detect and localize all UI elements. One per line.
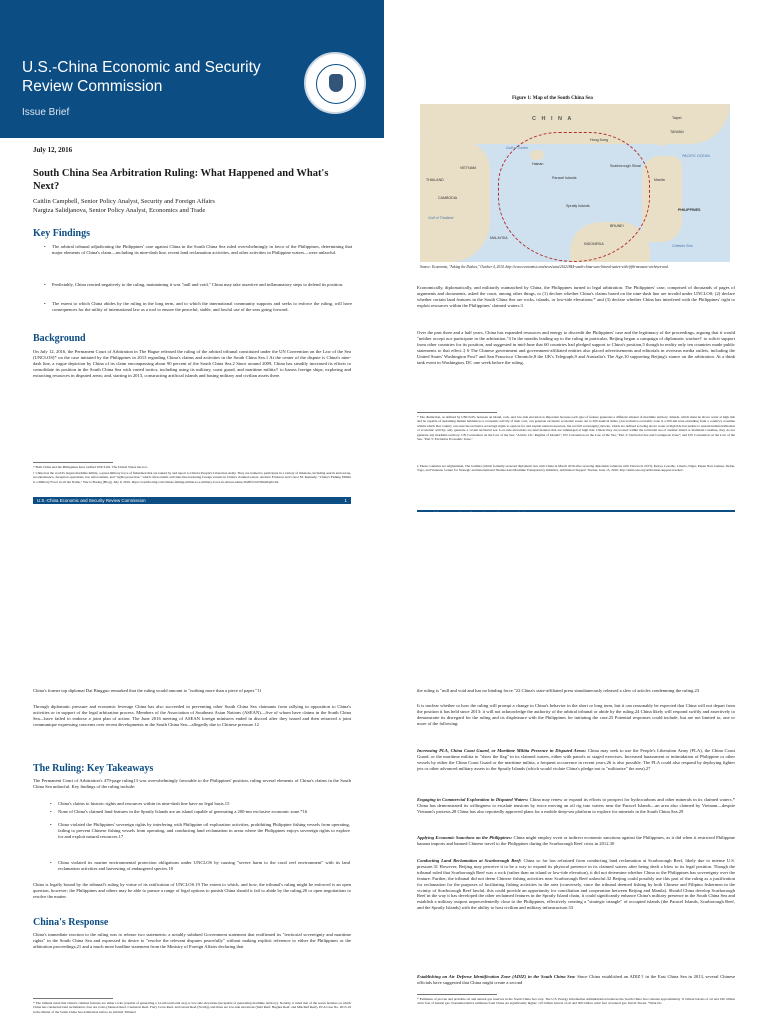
finding-item: • The extent to which China abides by the ruling in the long term, and to which the international community supports and seeks to enforce the ruling, will have consequences for the utility of international law as a tool to ensure the peaceful, stable, and lawful use of the seas going forward. — [52, 301, 352, 313]
page-4 — [384, 512, 768, 1024]
footer-text: U.S.-China Economic and Security Review Commission — [37, 498, 146, 503]
body-paragraph: Through diplomatic pressure and economic leverage China has also succeeded in preventing other South China Sea claimants from rallying in opposition to China's activities or in support of the legal arbitration process. Members of the Association of Southeast Asian Nations (ASEAN)—five of whom have claims in the South China Sea—have failed to endorse a joint plan of action. The June 2016 meeting of ASEAN foreign ministers ended in discord after they issued and then retracted a joint communique expressing concerns over recent developments in the South China Sea—allegedly due to Chinese pressure.12 — [33, 704, 351, 727]
figure-caption: Figure 1: Map of the South China Sea — [512, 96, 593, 101]
map-label: VIETNAM — [460, 166, 476, 170]
item-text: Since China established an ADIZ† in the East China Sea in 2013, several Chinese officials have suggested that China might create a second — [417, 974, 736, 985]
ruling-heading: The Ruling: Key Takeaways — [33, 763, 154, 774]
authors — [33, 198, 215, 215]
land-indochina — [420, 140, 490, 262]
nine-dash-line — [498, 132, 650, 262]
land-taiwan — [656, 122, 668, 146]
body-paragraph: Economically, diplomatically, and militarily outmatched by China, the Philippines turned to legal arbitration. The Philippines' case, comprised of thousands of pages of arguments and documents, asked the court, among other things, to (1) declare whether China's claims based on the nine-dash line are invalid under UNCLOS; (2) declare whether certain land features in the South China Sea are rocks, islands, or low-tide elevations;* and (3) declare whether China has interfered with the Philippines' right to exploit resources within the Philippines' claimed waters.3 — [417, 285, 735, 308]
item-text: China so far has refrained from conducting land reclamation at Scarborough Reef, likely due to intense U.S. pressure.31 However, Beijing may perceive it to be a way to expand its physical presence in its claimed waters after being dealt a blow to its legal position. Though the tribunal ruled that Scarborough Reef was a rock (rather than an island or low-tide elevation), it did not determine whether China or the Philippines has sovereignty over the feature. Further, the tribunal did not deem Chinese fishing activities near Scarborough Reef unlawful.32 Beijing could possibly use this part of the ruling as a justification for reclamation for the purposes of facilitating fishing activities in the area (conversely, since the tribunal deemed fishing by both Chinese and Filipino fishermen in the vicinity of Scarborough Reef lawful, this could provide an opportunity for conciliation and cooperation between Beijing and Manila). Should China develop Scarborough Reef in the way it has developed the other reclaimed features in the Spratly Island chain, it could significantly enhance China's military presence in the South China Sea and establish a military outpost unprecedentedly close to the Philippines, effectively creating a "strategic triangle" of occupied islands (the Paracel Islands, Scarborough Reef, and the Spratly Islands) with the ability to host civilian and military infrastructure.33 — [417, 858, 736, 911]
item-heading: Increasing PLA, China Coast Guard, or Maritime Militia Presence in Disputed Areas: — [417, 748, 587, 753]
map-label: Celebes Sea — [672, 244, 693, 248]
item-heading: Engaging in Commercial Exploration in Disputed Waters: — [417, 797, 529, 802]
body-paragraph: Over the past three and a half years, China has expanded resources and energy to discredit the Philippines' case and the legitimacy of the proceedings, arguing that it would "neither accept nor participate in the arbitration."4 In the months leading up to the ruling in particular, Beijing began a campaign of diplomatic warfare† to solicit support from other countries for its position, and suggested in mid-June that 60 countries had pledged support to China's position,5 though in reality only ten countries made public statements to that effect.‡ 6 The Chinese government and government-affiliated entities also placed advertisements and editorials in overseas media outlets, including the United States' Washington Post7 and San Francisco Chronicle,8 the UK's Telegraph,9 and Australia's The Age,10 supporting Beijing's stance on the arbitration. At a think tank event in Washington, DC one week before the ruling, — [417, 330, 735, 365]
map-label: THAILAND — [426, 178, 444, 182]
map-label: INDONESIA — [584, 242, 604, 246]
response-heading: China's Response — [33, 917, 109, 928]
map-label: Taipei — [672, 116, 682, 120]
footnote-rule — [417, 412, 497, 413]
item-heading: Establishing an Air Defense Identification Zone (ADIZ) in the South China Sea: — [417, 974, 576, 979]
item-text: China may seek to use the People's Liberation Army (PLA), the China Coast Guard, or the maritime militia to "show the flag" in its claimed waters, either with patrols or staged exercises. Increased harassment or intimidation of Philippine or other vessels by either the China Coast Guard or the maritime militia, a frequent occurrence in recent years,26 is also possible. The PLA could also respond by deploying fighter jets or other advanced military assets to the Spratly Islands (which would violate China's pledge not to "militarize" the area).27 — [417, 748, 735, 771]
footnote-rule — [417, 994, 497, 995]
response-item — [417, 835, 735, 847]
footnote: * Both China and the Philippines have ratified UNCLOS. The United States has not. — [33, 465, 148, 469]
ruling-bullet: • None of China's claimed land features in the Spratly Islands are an island capable of generating a 200-nm exclusive economic zone.*16 — [58, 809, 350, 815]
footnote: * The distinction, as defined by UNCLOS, between an island, rock, and low-tide elevation is important because each type of feature generates a different amount of maritime territory. Islands, which must be above water at high tide and be capable of sustaining human habitation or economic activity of their own, can generate exclusive economic zones out to 200 nautical miles. (An exclusive economic zone is a 200-nm zone extending from a country's coastline within which that country can exercise exclusive sovereign rights to explore for and exploit natural resources, but not full sovereignty.) Rocks, which are defined as being above water at high tide but unable to sustain human habitation or economic activity, only generate a 12-nm territorial sea. Low-tide elevations are land features that are submerged at high tide. Unless they are located within the territorial sea of another island or mainland coastline, they do not generate any maritime territory. UN Convention on the Law of the Sea, "Article 121: Regime of Islands"; UN Convention on the Law of the Sea, "Part 2: Territorial Sea and Contiguous Zone"; and UN Convention on the Law of the Sea, "Part 5: Exclusive Economic Zone." — [417, 415, 735, 442]
body-paragraph: the ruling is "null and void and has no binding force."22 China's state-affiliated press simultaneously released a slew of articles condemning the ruling.23 — [417, 688, 700, 693]
finding-item: • Predictably, China reacted negatively to the ruling, maintaining it was "null and void." China may take assertive and inflammatory steps to defend its position. — [52, 282, 352, 288]
page-number: 1 — [344, 498, 347, 503]
map-label: C H I N A — [532, 116, 574, 122]
footnote: * The tribunal ruled that China's claimed features are either rocks (capable of generating a 12-nm territorial sea) or low-tide elevations (incapable of generating maritime territory). Notably, it ruled that of the seven features on which China has conducted land reclamation, four are rocks (Johnson Reef, Cuarteron Reef, Fiery Cross Reef, and Gaven Reef (North)), and three are low-tide elevations (Subi Reef, Hughes Reef, and Mischief Reef). PCA Case No. 2013-19 in the Matter of the South China Sea Arbitration before an Arbitral Tribunal — [33, 1001, 351, 1014]
map-label: Manila — [654, 178, 665, 182]
page-title: South China Sea Arbitration Ruling: What Happened and What's Next? — [33, 168, 329, 192]
footnote: † China has the world's largest maritime militia, a quasi-military force of fishermen that are tasked by and report to China's People's Liberation Army. They are trained to participate in a variety of missions, including search and rescue, reconnaissance, deception operations, law enforcement, and "rights protection," which often entails activities like harassing foreign vessels in China's claimed waters. Andrew Erickson and Conor M. Kennedy, "China's Fishing Militia is a Military Force in all but Name," War is Boring (Blog), July 9, 2016. https://warisboring.com/chinas-fishing-militia-is-a-military-force-in-all-but-name-5026f5cbd7d6#e8q2b104. — [33, 471, 351, 484]
footnote-rule — [33, 998, 113, 999]
finding-item: • The arbitral tribunal adjudicating the Philippines' case against China in the South China Sea ruled overwhelmingly in favor of the Philippines, determining that major elements of China's claim—including its nine-dash line, recent land reclamation activities, and other activities in Philippine waters—were unlawful. — [52, 244, 352, 256]
response-item — [417, 748, 735, 772]
item-heading: Conducting Land Reclamation at Scarborough Reef: — [417, 858, 522, 863]
page-footer — [33, 497, 351, 504]
map-label: Paracel Islands — [552, 176, 577, 180]
page-1 — [0, 0, 384, 512]
map-label: CAMBODIA — [438, 196, 458, 200]
ruling-bullet: • China's claims to historic rights and resources within its nine-dash line have no legal basis.15 — [58, 801, 350, 807]
response-item — [417, 797, 735, 815]
map-label: Spratly Islands — [566, 204, 590, 208]
background-paragraph: On July 12, 2016, the Permanent Court of Arbitration in The Hague released the ruling of the arbitral tribunal constituted under the UN Convention on the Law of the Sea (UNCLOS)* on the case initiated by the Philippines in 2013 regarding China's claims and activities in the South China Sea.1 At the center of the dispute is China's nine-dash line, a vague depiction by China of its claim encompassing about 90 percent of the South China Sea.2 Since around 2009, China has steadily increased its efforts to consolidate its position in the South China Sea with varied tactics, including using its military, coast guard, and maritime militia† to harass foreign ships; exploring and extracting resources in disputed areas; and, starting in 2013, constructing artificial islands and basing military and civilian assets there. — [33, 349, 351, 378]
item-text: China may renew or expand its efforts to prospect for hydrocarbons and other minerals in its claimed waters.* China has demonstrated its willingness to escalate tensions by twice moving an oil rig into waters near the Paracel Islands—an area also claimed by Vietnam—despite Vietnam's protests.28 China has also reportedly approved plans for a mobile deep-sea platform to explore for minerals in the South China Sea.29 — [417, 797, 735, 814]
page-3 — [0, 512, 384, 1024]
ruling-bullet: • China violated the Philippines' sovereign rights by interfering with Philippine oil exploration activities, prohibiting Philippine fishing vessels from operating, failing to prevent Chinese fishing vessels from operating, and conducting land reclamation in areas where the Philippines enjoys sovereign rights to explore for and exploit natural resources.17 — [58, 822, 350, 840]
header-banner — [0, 0, 384, 138]
page-2 — [384, 0, 768, 512]
map-label: MALAYSIA — [490, 236, 508, 240]
body-paragraph: China's former top diplomat Dai Bingguo remarked that the ruling would amount to "nothing more than a piece of paper."11 — [33, 688, 262, 693]
map-label: Hainan — [532, 162, 544, 166]
response-item — [417, 858, 735, 911]
org-name: U.S.-China Economic and Security Review Commission — [22, 59, 261, 95]
south-china-sea-map — [420, 104, 730, 262]
body-paragraph: China's immediate reaction to the ruling was to release two statements: a notably subdued Government statement that reaffirmed its "territorial sovereignty and maritime rights" in the South China Sea and expressed its desire to "resolve the relevant disputes peacefully" without making explicit reference to either the Philippines or the arbitration proceedings,21 and a much more hardline statement from the Ministry of Foreign Affairs declaring that — [33, 932, 351, 949]
footnote: ‡ These countries are Afghanistan, The Gambia (which formally reversed diplomatic ties with China in March 2016 after severing diplomatic relations with Taiwan in 2013), Kenya, Lesotho, Liberia, Niger, Papua New Guinea, Sudan, Togo, and Vanuatu. Center for Strategic and International Studies Asia Maritime Transparency Initiative, Arbitration Support Tracker, June 15, 2016. http://amti.csis.org/arbitration-support-tracker/. — [417, 464, 735, 473]
issue-date: July 12, 2016 — [33, 146, 73, 154]
map-label: Scarborough Shoal — [610, 164, 641, 168]
body-paragraph: The Permanent Court of Arbitration's 479-page ruling13 was overwhelmingly favorable to the Philippines' position, ruling several elements of China's claims in the South China Sea unlawful. Key findings of the ruling include: — [33, 778, 351, 789]
map-label: BRUNEI — [610, 224, 624, 228]
footnote: * Estimates of proven and probable oil and natural gas reserves in the South China Sea vary. The U.S. Energy Information Administration believes the South China Sea contains approximately 11 billion barrels of oil and 190 trillion cubic feet of natural gas. Nonauthoritative estimates from China are significantly higher: 125 billion barrels of oil and 500 trillion cubic feet of natural gas. David Tweed, "What Do — [417, 997, 735, 1006]
map-label: TAIWAN — [670, 130, 684, 134]
map-label: Hong Kong — [590, 138, 608, 142]
ruling-bullet: • China violated its marine environmental protection obligations under UNCLOS by causing "severe harm to the coral reef environment" with its land reclamation activities and harvesting of endangered species.18 — [58, 860, 350, 872]
map-label: PHILIPPINES — [678, 208, 701, 212]
body-paragraph: China is legally bound by the tribunal's ruling by virtue of its ratification of UNCLOS.19 The extent to which, and how, the tribunal's ruling might be enforced is an open question, however; the Philippines and others may be able to pursue a range of legal options to punish China should it fail to abide by the ruling,20 or open negotiations to resolve the matter. — [33, 882, 351, 899]
footnote-rule — [33, 462, 113, 463]
figure-source: Source: Economist, "Asking the Dashes," October 4, 2014. http://www.economist.com/news/asia/21621844-south-china-seas-littoral-states-with-fifth-measure-archives-and. — [420, 265, 669, 269]
response-item — [417, 974, 735, 986]
body-paragraph: It is unclear whether or how the ruling will prompt a change in China's behavior in the short or long term, but it can reasonably be expected that China will not depart from the position it has held since 2013: it will not acknowledge the authority of the arbitral tribunal or abide by the ruling.24 China likely will respond swiftly and assertively to demonstrate its disregard for the ruling and its displeasure with the Philippines for initiating the case.25 Potential responses could include, but are not limited to, one or more of the following: — [417, 703, 735, 726]
item-heading: Applying Economic Sanctions on the Philippines: — [417, 835, 513, 840]
author-line: Nargiza Salidjanova, Senior Policy Analyst, Economics and Trade — [33, 206, 206, 214]
map-label: Gulf of Thailand — [428, 216, 454, 220]
item-text: China might employ overt or indirect economic sanctions against the Philippines, as it did when it restricted Philippine banana imports and banned Chinese travel to the Philippines during the Scarborough Reef crisis in 2012.30 — [417, 835, 735, 846]
commission-seal-icon — [304, 52, 366, 114]
key-findings-heading: Key Findings — [33, 228, 90, 239]
issue-label: Issue Brief — [22, 107, 70, 118]
map-label: Gulf of Tonkin — [506, 146, 529, 150]
author-line: Caitlin Campbell, Senior Policy Analyst, Security and Foreign Affairs — [33, 198, 215, 205]
map-label: PACIFIC OCEAN — [682, 154, 710, 158]
background-heading: Background — [33, 333, 86, 344]
